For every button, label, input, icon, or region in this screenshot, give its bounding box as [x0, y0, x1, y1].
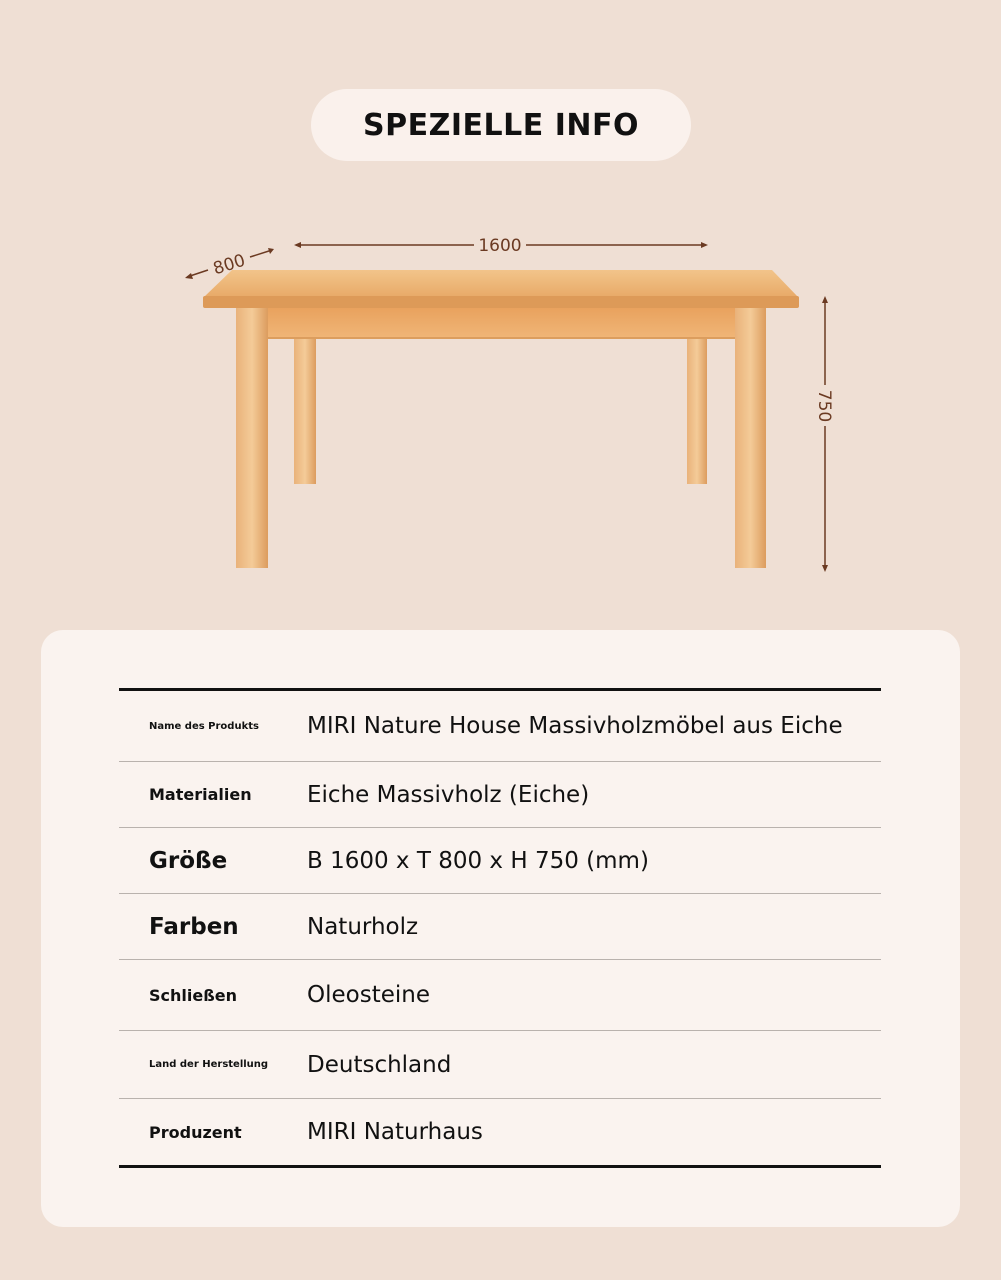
spec-label: Schließen — [149, 985, 237, 1005]
depth-dimension-label: 800 — [210, 250, 248, 280]
spec-label: Farben — [149, 913, 239, 940]
spec-row-country — [119, 1031, 881, 1099]
spec-value: MIRI Nature House Massivholzmöbel aus Eiche — [307, 713, 843, 739]
table-drawing — [0, 200, 1001, 600]
spec-value: Naturholz — [307, 913, 419, 940]
width-dimension-label: 1600 — [478, 236, 522, 256]
spec-row-producer — [119, 1099, 881, 1165]
spec-label: Produzent — [149, 1122, 242, 1142]
spec-value: Oleosteine — [307, 982, 430, 1008]
title-pill — [311, 89, 691, 161]
height-dimension-label: 750 — [814, 389, 834, 423]
spec-row-finish — [119, 960, 881, 1031]
spec-value: B 1600 x T 800 x H 750 (mm) — [307, 847, 649, 874]
spec-value: MIRI Naturhaus — [307, 1119, 483, 1145]
spec-row-colors — [119, 894, 881, 960]
height-dimension — [822, 296, 828, 572]
spec-label: Größe — [149, 847, 228, 874]
page-title: SPEZIELLE INFO — [363, 107, 639, 143]
spec-row-materials — [119, 762, 881, 828]
spec-label: Land der Herstellung — [149, 1059, 269, 1070]
table-illustration — [0, 200, 1001, 600]
spec-row-size — [119, 828, 881, 894]
table-apron — [262, 308, 740, 339]
back-leg-right — [687, 338, 707, 484]
spec-label: Name des Produkts — [149, 720, 259, 732]
spec-card — [41, 630, 960, 1227]
spec-label: Materialien — [149, 785, 252, 804]
spec-row-product-name — [119, 691, 881, 762]
back-leg-left — [294, 338, 316, 484]
spec-table — [119, 688, 881, 1168]
front-leg-right — [735, 308, 766, 568]
spec-value: Deutschland — [307, 1051, 452, 1078]
table-top-surface — [204, 270, 798, 297]
front-leg-left — [236, 308, 268, 568]
spec-value: Eiche Massivholz (Eiche) — [307, 781, 590, 808]
table-top-edge — [203, 296, 799, 308]
